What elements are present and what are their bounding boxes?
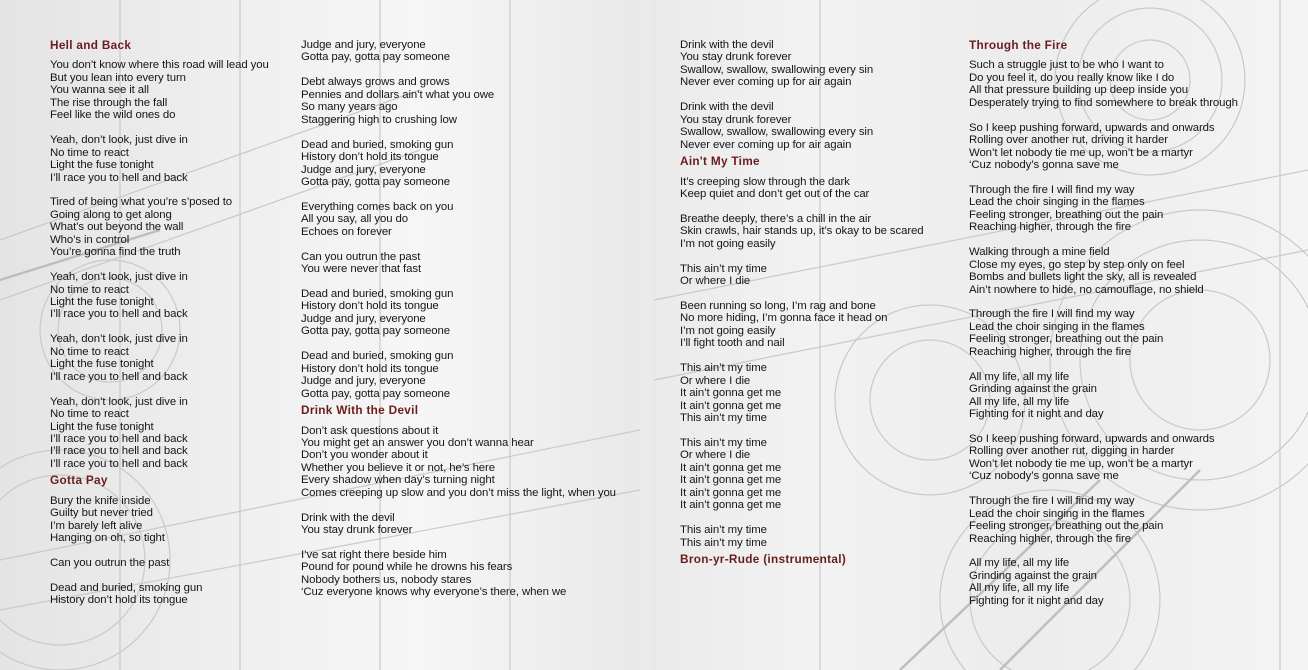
- stanza-gap: [50, 184, 269, 196]
- lyric-stanza: [301, 251, 616, 276]
- lyric-stanza: [50, 271, 269, 321]
- lyric-line: This ain’t my time: [680, 412, 767, 425]
- lyric-stanza: [680, 437, 924, 512]
- lyric-line: Feeling stronger, breathing out the pain: [969, 333, 1164, 346]
- lyric-line: Gotta pay, gotta pay someone: [301, 175, 450, 188]
- lyric-line: This ain’t my time: [680, 536, 767, 549]
- lyric-line: Swallow, swallow, swallowing every sin: [680, 126, 874, 139]
- lyric-line: Echoes on forever: [301, 225, 392, 238]
- stanza-gap: [301, 64, 616, 76]
- lyric-line: All that pressure building up deep inside you: [969, 84, 1189, 97]
- lyric-line: Grinding against the grain: [969, 569, 1097, 582]
- lyric-line: Can you outrun the past: [301, 250, 421, 263]
- lyric-stanza: [301, 39, 616, 64]
- lyric-line: This ain’t my time: [680, 436, 767, 449]
- spacer: [50, 487, 269, 495]
- lyric-line: So many years ago: [301, 101, 398, 114]
- lyric-line: Dead and buried, smoking gun: [50, 581, 203, 594]
- lyric-line: Who’s in control: [50, 233, 130, 246]
- stanza-gap: [969, 234, 1238, 246]
- lyric-line: History don’t hold its tongue: [301, 362, 439, 375]
- lyric-line: Through the fire I will find my way: [969, 308, 1135, 321]
- spacer: [301, 417, 616, 425]
- lyric-line: This ain’t my time: [680, 362, 767, 375]
- lyric-line: Feel like the wild ones do: [50, 109, 176, 122]
- lyric-stanza: [680, 263, 924, 288]
- stanza-gap: [680, 89, 924, 101]
- spacer: [969, 51, 1238, 59]
- lyric-line: Desperately trying to find somewhere to break through: [969, 96, 1238, 109]
- song-title: Through the Fire: [969, 38, 1068, 52]
- lyric-line: Through the fire I will find my way: [969, 183, 1135, 196]
- lyric-line: I’ll race you to hell and back: [50, 457, 188, 470]
- lyric-line: You were never that fast: [301, 263, 422, 276]
- lyric-stanza: [969, 184, 1238, 234]
- lyric-line: This ain’t my time: [680, 262, 767, 275]
- stanza-gap: [50, 321, 269, 333]
- lyric-line: Hanging on oh, so tight: [50, 532, 165, 545]
- lyric-line: Reaching higher, through the fire: [969, 221, 1131, 234]
- lyric-line: You don’t know where this road will lead you: [50, 59, 269, 72]
- lyric-line: Can you outrun the past: [50, 557, 170, 570]
- lyric-line: Never ever coming up for air again: [680, 138, 852, 151]
- lyric-line: Reaching higher, through the fire: [969, 532, 1131, 545]
- lyric-line: All my life, all my life: [969, 370, 1070, 383]
- lyric-stanza: [301, 425, 616, 500]
- lyric-line: Grinding against the grain: [969, 383, 1097, 396]
- lyric-line: Everything comes back on you: [301, 200, 454, 213]
- lyric-line: This ain’t my time: [680, 524, 767, 537]
- lyric-line: Every shadow when day’s turning night: [301, 474, 495, 487]
- lyric-stanza: [969, 122, 1238, 172]
- stanza-gap: [50, 545, 269, 557]
- lyric-stanza: [969, 59, 1238, 109]
- lyric-line: Dead and buried, smoking gun: [301, 350, 454, 363]
- song-title: Ain't My Time: [680, 154, 760, 169]
- lyric-stanza: [680, 101, 924, 151]
- stanza-gap: [969, 421, 1238, 433]
- lyric-line: Fighting for it night and day: [969, 594, 1104, 607]
- lyric-line: I’m not going easily: [680, 237, 776, 250]
- lyric-line: Bury the knife inside: [50, 494, 151, 507]
- lyric-line: All you say, all you do: [301, 213, 409, 226]
- lyric-line: No time to react: [50, 345, 129, 358]
- lyric-line: Close my eyes, go step by step only on feel: [969, 258, 1185, 271]
- lyric-line: Lead the choir singing in the flames: [969, 320, 1145, 333]
- lyric-stanza: [50, 59, 269, 121]
- lyric-line: No time to react: [50, 146, 129, 159]
- lyric-line: Or where I die: [680, 275, 751, 288]
- lyric-line: Skin crawls, hair stands up, it’s okay to be scared: [680, 225, 924, 238]
- stanza-gap: [680, 350, 924, 362]
- lyric-line: Or where I die: [680, 374, 751, 387]
- lyric-line: Guilty but never tried: [50, 507, 153, 520]
- lyrics-column-1: [50, 39, 269, 607]
- stanza-gap: [50, 383, 269, 395]
- stanza-gap: [969, 296, 1238, 308]
- stanza-gap: [969, 358, 1238, 370]
- lyric-line: Walking through a mine field: [969, 246, 1110, 259]
- stanza-gap: [969, 483, 1238, 495]
- lyric-line: Yeah, don’t look, just dive in: [50, 395, 188, 408]
- lyric-line: Breathe deeply, there’s a chill in the air: [680, 212, 872, 225]
- lyric-line: Dead and buried, smoking gun: [301, 287, 454, 300]
- lyric-stanza: [301, 201, 616, 238]
- lyric-line: I’ll race you to hell and back: [50, 370, 188, 383]
- lyric-line: Rolling over another rut, driving it harder: [969, 134, 1168, 147]
- lyric-stanza: [680, 213, 924, 250]
- lyric-line: ‘Cuz nobody’s gonna save me: [969, 470, 1119, 483]
- song-title: Drink With the Devil: [301, 403, 419, 418]
- lyric-line: So I keep pushing forward, upwards and onwards: [969, 121, 1215, 134]
- lyric-line: All my life, all my life: [969, 395, 1070, 408]
- lyric-line: It ain’t gonna get me: [680, 499, 782, 512]
- lyric-line: I’ll race you to hell and back: [50, 445, 188, 458]
- lyric-line: No time to react: [50, 408, 129, 421]
- lyric-line: All my life, all my life: [969, 557, 1070, 570]
- lyric-stanza: [50, 196, 269, 258]
- stanza-gap: [680, 200, 924, 212]
- lyric-stanza: [301, 76, 616, 126]
- lyric-stanza: [301, 350, 616, 400]
- stanza-gap: [680, 250, 924, 262]
- lyric-line: Nobody bothers us, nobody stares: [301, 573, 472, 586]
- lyric-line: Swallow, swallow, swallowing every sin: [680, 63, 874, 76]
- lyric-line: Ain’t nowhere to hide, no camouflage, no shield: [969, 283, 1204, 296]
- lyric-line: Feeling stronger, breathing out the pain: [969, 520, 1164, 533]
- lyric-line: Won’t let nobody tie me up, won’t be a martyr: [969, 146, 1193, 159]
- lyric-stanza: [301, 512, 616, 537]
- stanza-gap: [680, 425, 924, 437]
- lyric-line: I’m not going easily: [680, 324, 776, 337]
- lyric-line: Judge and jury, everyone: [301, 312, 426, 325]
- lyric-stanza: [969, 308, 1238, 358]
- lyric-stanza: [50, 495, 269, 545]
- lyric-line: Light the fuse tonight: [50, 358, 154, 371]
- lyric-line: Light the fuse tonight: [50, 420, 154, 433]
- stanza-gap: [50, 569, 269, 581]
- lyric-line: Keep quiet and don’t get out of the car: [680, 187, 870, 200]
- lyric-line: Light the fuse tonight: [50, 296, 154, 309]
- lyric-line: ‘Cuz everyone knows why everyone’s there, when we: [301, 586, 567, 599]
- lyric-line: Drink with the devil: [301, 511, 395, 524]
- lyric-line: Fighting for it night and day: [969, 408, 1104, 421]
- lyric-stanza: [969, 246, 1238, 296]
- lyric-line: So I keep pushing forward, upwards and onwards: [969, 432, 1215, 445]
- lyric-line: History don’t hold its tongue: [50, 594, 188, 607]
- stanza-gap: [301, 188, 616, 200]
- lyric-stanza: [969, 557, 1238, 607]
- lyric-line: You stay drunk forever: [680, 51, 792, 64]
- lyric-line: You stay drunk forever: [680, 113, 792, 126]
- stanza-gap: [301, 126, 616, 138]
- lyric-line: Judge and jury, everyone: [301, 163, 426, 176]
- lyric-stanza: [969, 495, 1238, 545]
- spacer: [680, 168, 924, 176]
- lyric-line: ‘Cuz nobody’s gonna save me: [969, 159, 1119, 172]
- lyric-stanza: [50, 582, 269, 607]
- lyric-line: Drink with the devil: [680, 39, 774, 51]
- lyric-stanza: [680, 300, 924, 350]
- lyric-stanza: [969, 371, 1238, 421]
- lyric-line: Yeah, don’t look, just dive in: [50, 134, 188, 147]
- lyric-stanza: [50, 557, 269, 569]
- lyric-line: No more hiding, I’m gonna face it head on: [680, 312, 888, 325]
- lyric-line: Reaching higher, through the fire: [969, 345, 1131, 358]
- lyric-line: The rise through the fall: [50, 96, 168, 109]
- stanza-gap: [969, 545, 1238, 557]
- lyric-line: Rolling over another rut, digging in harder: [969, 445, 1175, 458]
- lyric-line: Don’t you wonder about it: [301, 449, 428, 462]
- lyric-line: History don’t hold its tongue: [301, 300, 439, 313]
- lyric-line: Never ever coming up for air again: [680, 76, 852, 89]
- lyric-stanza: [50, 396, 269, 471]
- lyric-stanza: [680, 39, 924, 89]
- lyric-stanza: [680, 176, 924, 201]
- lyric-line: Judge and jury, everyone: [301, 375, 426, 388]
- stanza-gap: [301, 276, 616, 288]
- lyric-line: It ain’t gonna get me: [680, 474, 782, 487]
- stanza-gap: [50, 259, 269, 271]
- lyric-line: I’ll race you to hell and back: [50, 308, 188, 321]
- lyric-line: Gotta pay, gotta pay someone: [301, 51, 450, 64]
- lyric-line: It ain’t gonna get me: [680, 399, 782, 412]
- lyric-line: It’s creeping slow through the dark: [680, 175, 850, 188]
- lyric-line: Whether you believe it or not, he’s here: [301, 461, 495, 474]
- lyric-line: It ain’t gonna get me: [680, 387, 782, 400]
- lyric-stanza: [301, 288, 616, 338]
- lyric-line: Do you feel it, do you really know like I do: [969, 71, 1175, 84]
- lyric-stanza: [680, 524, 924, 549]
- lyric-line: Going along to get along: [50, 208, 172, 221]
- lyric-stanza: [969, 433, 1238, 483]
- lyrics-column-4: [969, 39, 1238, 607]
- lyric-line: Bombs and bullets light the sky, all is revealed: [969, 271, 1197, 284]
- lyric-line: But you lean into every turn: [50, 71, 186, 84]
- lyric-line: I’ve sat right there beside him: [301, 549, 447, 561]
- lyric-line: Lead the choir singing in the flames: [969, 507, 1145, 520]
- lyric-line: Through the fire I will find my way: [969, 495, 1135, 508]
- lyric-line: I’ll race you to hell and back: [50, 432, 188, 445]
- lyric-line: I’ll fight tooth and nail: [680, 337, 785, 350]
- stanza-gap: [301, 338, 616, 350]
- lyric-line: Comes creeping up slow and you don’t miss the light, when you: [301, 486, 616, 499]
- lyric-line: Feeling stronger, breathing out the pain: [969, 208, 1164, 221]
- lyric-line: What’s out beyond the wall: [50, 221, 184, 234]
- stanza-gap: [969, 109, 1238, 121]
- lyric-line: Don’t ask questions about it: [301, 424, 439, 437]
- lyrics-column-3: [680, 39, 924, 573]
- lyric-line: Light the fuse tonight: [50, 159, 154, 172]
- lyric-line: Gotta pay, gotta pay someone: [301, 325, 450, 338]
- stanza-gap: [301, 499, 616, 511]
- lyric-stanza: [680, 362, 924, 424]
- lyric-stanza: [301, 139, 616, 189]
- stanza-gap: [969, 172, 1238, 184]
- lyric-line: It ain’t gonna get me: [680, 486, 782, 499]
- lyric-line: You might get an answer you don’t wanna hear: [301, 436, 534, 449]
- lyric-line: Staggering high to crushing low: [301, 113, 457, 126]
- song-title: Hell and Back: [50, 38, 132, 52]
- lyric-stanza: [50, 333, 269, 383]
- lyric-line: You stay drunk forever: [301, 524, 413, 537]
- spacer: [50, 51, 269, 59]
- lyric-line: Lead the choir singing in the flames: [969, 196, 1145, 209]
- lyric-line: Yeah, don’t look, just dive in: [50, 333, 188, 346]
- lyric-line: No time to react: [50, 283, 129, 296]
- lyric-line: Tired of being what you’re s’posed to: [50, 196, 233, 209]
- lyric-stanza: [301, 549, 616, 599]
- lyric-line: Pound for pound while he drowns his fears: [301, 561, 513, 574]
- stanza-gap: [680, 288, 924, 300]
- lyric-line: Drink with the devil: [680, 101, 774, 114]
- lyric-line: Dead and buried, smoking gun: [301, 138, 454, 151]
- song-title: Gotta Pay: [50, 473, 108, 488]
- lyric-line: Won’t let nobody tie me up, won’t be a martyr: [969, 457, 1193, 470]
- lyric-line: I’ll race you to hell and back: [50, 171, 188, 184]
- song-title: Bron-yr-Rude (instrumental): [680, 552, 847, 567]
- lyric-line: All my life, all my life: [969, 582, 1070, 595]
- lyric-line: You’re gonna find the truth: [50, 246, 181, 259]
- lyric-line: It ain’t gonna get me: [680, 461, 782, 474]
- lyric-line: Been running so long, I’m rag and bone: [680, 300, 876, 312]
- stanza-gap: [301, 238, 616, 250]
- lyric-line: History don’t hold its tongue: [301, 151, 439, 164]
- lyric-line: Such a struggle just to be who I want to: [969, 59, 1164, 72]
- lyric-stanza: [50, 134, 269, 184]
- lyric-line: You wanna see it all: [50, 84, 149, 97]
- lyric-line: I’m barely left alive: [50, 519, 143, 532]
- lyrics-column-2: [301, 39, 616, 599]
- lyric-line: Yeah, don’t look, just dive in: [50, 271, 188, 284]
- stanza-gap: [50, 122, 269, 134]
- lyric-line: Or where I die: [680, 449, 751, 462]
- lyric-line: Pennies and dollars ain’t what you owe: [301, 88, 495, 101]
- stanza-gap: [680, 512, 924, 524]
- lyric-line: Judge and jury, everyone: [301, 39, 426, 51]
- lyric-line: Debt always grows and grows: [301, 76, 450, 89]
- spacer: [680, 565, 924, 573]
- lyric-line: Gotta pay, gotta pay someone: [301, 387, 450, 400]
- stanza-gap: [301, 537, 616, 549]
